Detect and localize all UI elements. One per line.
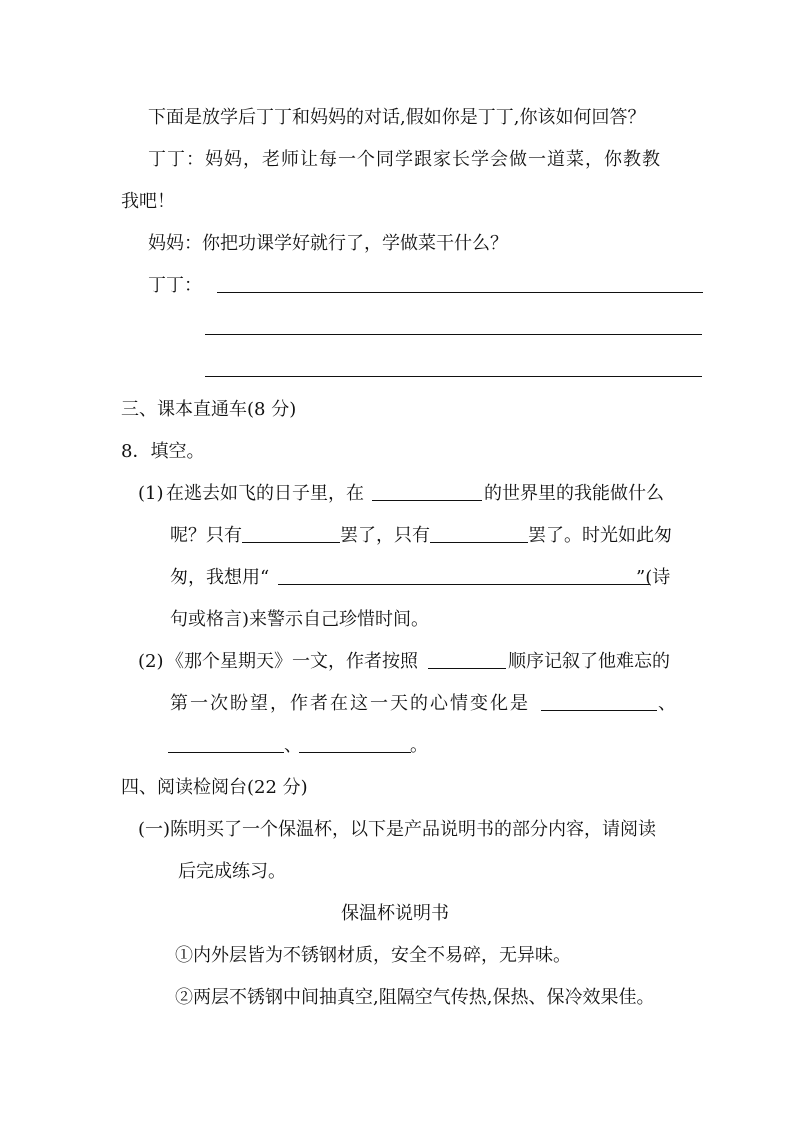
part-1-text-a: 陈明买了一个保温杯，以下是产品说明书的部分内容，请阅读	[170, 819, 656, 840]
part-1-number: (一)	[138, 819, 171, 840]
section-3-heading: 三、课本直通车(8 分)	[121, 399, 297, 420]
dingding-line-2: 我吧！	[121, 191, 175, 212]
answer-label: 丁丁：	[148, 275, 202, 296]
q2-text-d: 、	[658, 693, 676, 714]
q2-blank-4[interactable]	[299, 752, 411, 753]
part-1-text-b: 后完成练习。	[178, 861, 286, 882]
q1-text-e: 罢了。时光如此匆	[528, 525, 672, 546]
q1-blank-2[interactable]	[242, 542, 340, 543]
q1-blank-3[interactable]	[430, 542, 528, 543]
q2-blank-2[interactable]	[541, 710, 657, 711]
question-8-title: 8．填空。	[121, 441, 205, 462]
q1-text-c: 呢？只有	[170, 525, 242, 546]
q1-blank-4[interactable]	[278, 584, 650, 585]
manual-item-2: ②两层不锈钢中间抽真空,阻隔空气传热,保热、保冷效果佳。	[175, 987, 655, 1008]
q1-text-a: 在逃去如飞的日子里，在	[166, 483, 364, 504]
q2-text-e: 、	[284, 735, 302, 756]
q1-text-g: ”(诗	[636, 567, 671, 588]
q2-text-b: 顺序记叙了他难忘的	[508, 651, 670, 672]
q1-text-f: 匆，我想用“	[170, 567, 270, 588]
answer-blank-line-2[interactable]	[205, 334, 702, 335]
q2-text-a: 《那个星期天》一文，作者按照	[166, 651, 418, 672]
q1-blank-1[interactable]	[372, 500, 482, 501]
q1-text-d: 罢了，只有	[340, 525, 430, 546]
mama-line: 妈妈：你把功课学好就行了，学做菜干什么？	[148, 233, 508, 254]
q2-blank-3[interactable]	[168, 752, 284, 753]
q2-blank-1[interactable]	[428, 668, 506, 669]
answer-blank-line-1[interactable]	[217, 292, 703, 293]
dialogue-intro: 下面是放学后丁丁和妈妈的对话,假如你是丁丁,你该如何回答？	[148, 107, 646, 128]
q1-text-b: 的世界里的我能做什么	[484, 483, 664, 504]
q1-text-h: 句或格言)来警示自己珍惜时间。	[170, 609, 430, 630]
q1-number: (1)	[138, 483, 164, 504]
manual-title: 保温杯说明书	[341, 903, 449, 924]
q2-text-f: 。	[410, 735, 428, 756]
answer-blank-line-3[interactable]	[205, 376, 702, 377]
q2-text-c: 第一次盼望，作者在这一天的心情变化是	[170, 693, 530, 714]
q2-number: (2)	[138, 651, 164, 672]
section-4-heading: 四、阅读检阅台(22 分)	[121, 777, 308, 798]
manual-item-1: ①内外层皆为不锈钢材质，安全不易碎，无异味。	[175, 945, 571, 966]
dingding-line-1: 丁丁：妈妈，老师让每一个同学跟家长学会做一道菜，你教教	[148, 149, 661, 170]
